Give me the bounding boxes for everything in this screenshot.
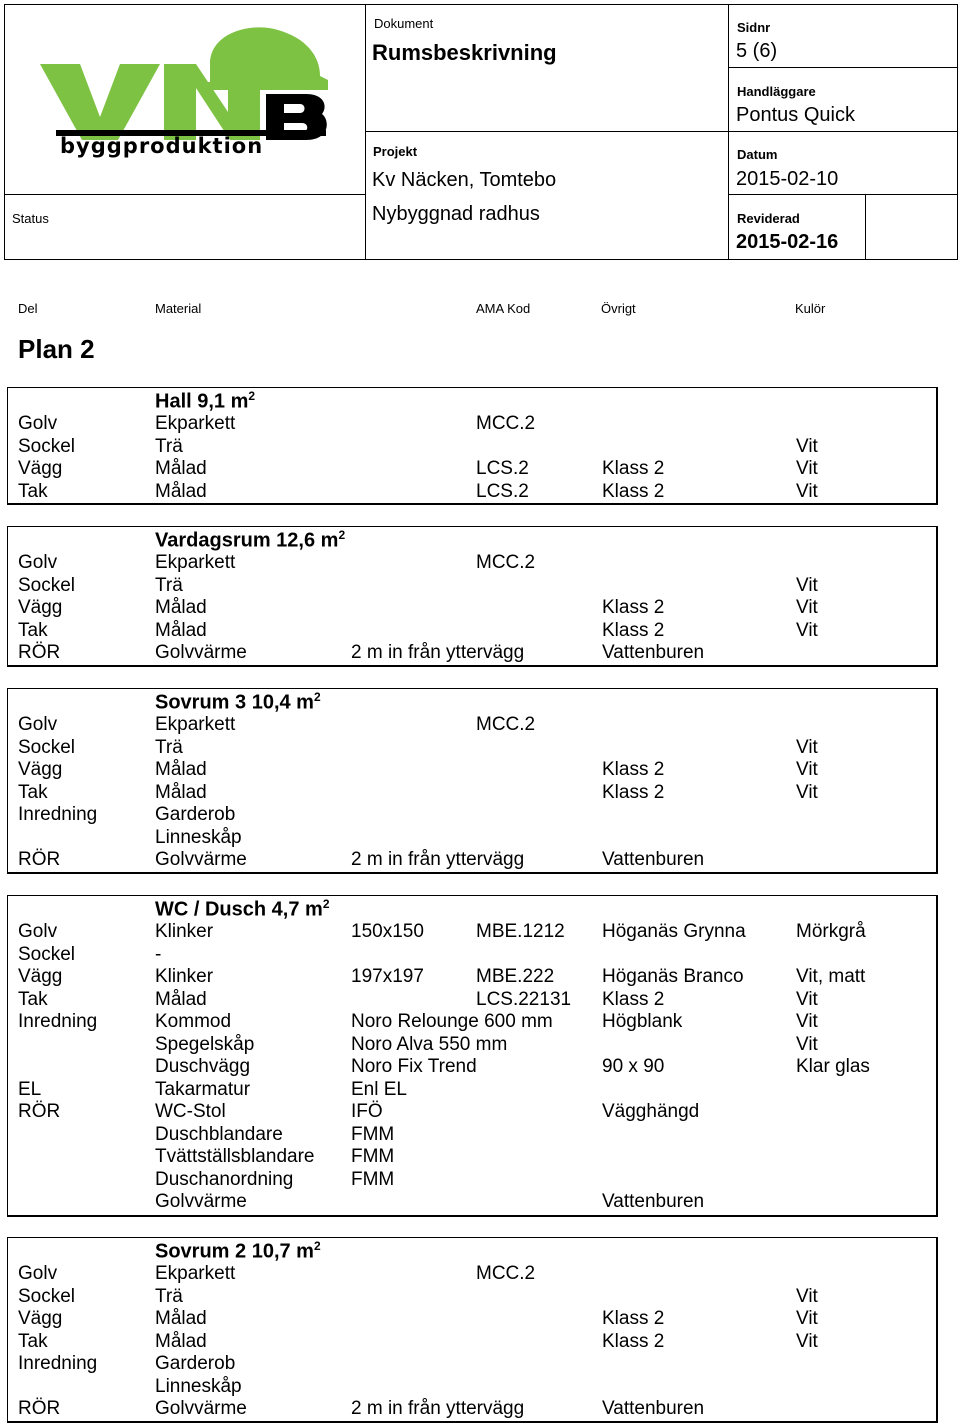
room-area-unit-exponent: 2 xyxy=(248,389,256,403)
plan-title: Plan 2 xyxy=(18,334,95,364)
cell-dim: IFÖ xyxy=(351,1101,383,1122)
cell-del: Tak xyxy=(18,480,48,502)
cell-kul: Vit xyxy=(796,458,818,479)
room-row xyxy=(8,1079,937,1101)
room-section xyxy=(7,688,938,874)
sidnr-value: 5 (6) xyxy=(736,40,778,62)
room-row xyxy=(8,1376,937,1398)
room-row xyxy=(8,620,937,642)
cell-del: Sockel xyxy=(18,1285,76,1307)
cell-dim: Noro Fix Trend xyxy=(351,1056,477,1077)
cell-ovr: Klass 2 xyxy=(602,597,665,618)
room-row xyxy=(8,944,937,966)
room-row xyxy=(8,1169,937,1191)
handlaggare-label: Handläggare xyxy=(737,84,816,99)
status-label: Status xyxy=(12,211,49,226)
cell-kul: Vit xyxy=(796,1033,818,1055)
room-row xyxy=(8,1146,937,1168)
dokument-label: Dokument xyxy=(374,16,434,31)
cell-kul: Vit xyxy=(796,988,818,1010)
cell-ovr: Vattenburen xyxy=(602,1398,705,1419)
cell-dim: Noro Relounge 600 mm xyxy=(351,1011,553,1032)
cell-del: Golv xyxy=(18,714,58,735)
cell-mat: Trä xyxy=(155,574,183,596)
cell-kul: Klar glas xyxy=(796,1056,870,1077)
cell-mat: Målad xyxy=(155,597,207,618)
room-row xyxy=(8,1286,937,1308)
cell-kul: Vit xyxy=(796,1330,818,1352)
cell-mat: Duschanordning xyxy=(155,1168,294,1190)
cell-mat: Golvvärme xyxy=(155,1398,247,1419)
room-row xyxy=(8,1263,937,1285)
room-row xyxy=(8,1331,937,1353)
room-row xyxy=(8,552,937,574)
cell-mat: Ekparkett xyxy=(155,1263,236,1284)
cell-ovr: Höganäs Branco xyxy=(602,966,744,987)
cell-ama: MBE.222 xyxy=(476,966,555,987)
cell-dim: Enl EL xyxy=(351,1078,407,1100)
cell-kul: Vit xyxy=(796,619,818,641)
room-row xyxy=(8,1056,937,1078)
cell-ovr: Klass 2 xyxy=(602,619,665,641)
cell-del: Sockel xyxy=(18,574,76,596)
cell-mat: Ekparkett xyxy=(155,413,236,434)
cell-mat: Målad xyxy=(155,988,207,1010)
cell-mat: Målad xyxy=(155,1308,207,1329)
cell-mat: Klinker xyxy=(155,966,214,987)
room-section xyxy=(7,526,938,667)
cell-kul: Vit xyxy=(796,781,818,803)
cell-ovr: Klass 2 xyxy=(602,1308,665,1329)
cell-mat: Linneskåp xyxy=(155,1375,242,1397)
column-header-ama: AMA Kod xyxy=(476,301,531,316)
projekt-line-1: Kv Näcken, Tomtebo xyxy=(372,169,557,191)
cell-del: Golv xyxy=(18,1263,58,1284)
room-area-unit-exponent: 2 xyxy=(313,1239,321,1253)
cell-mat: Målad xyxy=(155,619,207,641)
cell-mat: Duschblandare xyxy=(155,1123,283,1145)
cell-kul: Vit xyxy=(796,435,818,457)
room-name: Hall 9,1 m xyxy=(155,390,249,413)
column-header-kulor: Kulör xyxy=(795,301,826,316)
cell-dim: FMM xyxy=(351,1123,395,1145)
column-header-ovrigt: Övrigt xyxy=(601,301,636,316)
cell-dim: 150x150 xyxy=(351,921,424,942)
cell-ama: LCS.2 xyxy=(476,480,529,502)
header-border-left xyxy=(4,4,5,260)
cell-kul: Mörkgrå xyxy=(796,921,866,942)
room-row xyxy=(8,1011,937,1033)
dokument-value: Rumsbeskrivning xyxy=(372,40,557,65)
room-title xyxy=(155,389,255,414)
cell-dim: Noro Alva 550 mm xyxy=(351,1033,508,1055)
datum-label: Datum xyxy=(737,147,778,162)
header-border-bottom xyxy=(4,259,958,260)
cell-ovr: Högblank xyxy=(602,1011,683,1032)
header-border-top xyxy=(4,4,958,5)
cell-mat: Trä xyxy=(155,435,183,457)
cell-mat: Garderob xyxy=(155,804,236,825)
cell-dim: FMM xyxy=(351,1146,395,1167)
cell-kul: Vit xyxy=(796,736,818,758)
cell-ovr: 90 x 90 xyxy=(602,1056,665,1077)
room-section xyxy=(7,387,938,505)
room-row xyxy=(8,737,937,759)
cell-dim: 2 m in från yttervägg xyxy=(351,849,525,870)
room-row xyxy=(8,1353,937,1375)
cell-mat: Målad xyxy=(155,781,207,803)
column-header-del: Del xyxy=(18,301,38,316)
header-divider-1 xyxy=(365,4,366,260)
cell-ovr: Vägghängd xyxy=(602,1101,700,1122)
cell-mat: WC-Stol xyxy=(155,1101,226,1122)
room-row xyxy=(8,714,937,736)
room-row xyxy=(8,966,937,988)
room-row xyxy=(8,989,937,1011)
room-row xyxy=(8,413,937,435)
cell-ama: MCC.2 xyxy=(476,413,536,434)
cell-dim: 197x197 xyxy=(351,966,424,987)
cell-ovr: Klass 2 xyxy=(602,988,665,1010)
cell-del: Tak xyxy=(18,619,48,641)
room-row xyxy=(8,804,937,826)
header-divider-3 xyxy=(865,194,866,260)
cell-ovr: Vattenburen xyxy=(602,642,705,663)
room-name: WC / Dusch 4,7 m xyxy=(155,898,323,921)
company-logo xyxy=(38,22,328,162)
cell-del: Sockel xyxy=(18,943,76,965)
projekt-line-2: Nybyggnad radhus xyxy=(372,203,540,225)
cell-kul: Vit xyxy=(796,574,818,596)
cell-kul: Vit xyxy=(796,1308,818,1329)
cell-ama: MCC.2 xyxy=(476,552,536,573)
cell-kul: Vit xyxy=(796,1011,818,1032)
cell-del: Inredning xyxy=(18,1011,98,1032)
cell-ama: LCS.2 xyxy=(476,458,529,479)
room-area-unit-exponent: 2 xyxy=(338,528,346,542)
cell-ovr: Vattenburen xyxy=(602,849,705,870)
room-row xyxy=(8,782,937,804)
room-row xyxy=(8,1034,937,1056)
room-title xyxy=(155,1239,321,1264)
cell-ama: LCS.22131 xyxy=(476,988,572,1010)
cell-mat: Klinker xyxy=(155,921,214,942)
header-divider-2 xyxy=(728,4,729,260)
cell-dim: FMM xyxy=(351,1168,395,1190)
cell-mat: Takarmatur xyxy=(155,1078,251,1100)
cell-del: RÖR xyxy=(18,849,61,870)
cell-mat: Tvättställsblandare xyxy=(155,1146,315,1167)
cell-mat: Målad xyxy=(155,759,207,780)
cell-dim: 2 m in från yttervägg xyxy=(351,1398,525,1419)
room-name: Sovrum 2 10,7 m xyxy=(155,1240,314,1263)
cell-kul: Vit xyxy=(796,759,818,780)
cell-mat: Målad xyxy=(155,1330,207,1352)
cell-mat: Ekparkett xyxy=(155,552,236,573)
cell-mat: Golvvärme xyxy=(155,849,247,870)
cell-del: Vägg xyxy=(18,1308,63,1329)
cell-ama: MCC.2 xyxy=(476,714,536,735)
cell-mat: - xyxy=(155,943,162,965)
cell-mat: Spegelskåp xyxy=(155,1033,255,1055)
cell-kul: Vit xyxy=(796,1285,818,1307)
cell-del: Sockel xyxy=(18,736,76,758)
cell-mat: Målad xyxy=(155,458,207,479)
room-row xyxy=(8,436,937,458)
cell-mat: Golvvärme xyxy=(155,1191,247,1212)
cell-mat: Duschvägg xyxy=(155,1056,251,1077)
cell-del: Vägg xyxy=(18,458,63,479)
cell-del: Golv xyxy=(18,921,58,942)
room-name: Sovrum 3 10,4 m xyxy=(155,691,314,714)
cell-del: Tak xyxy=(18,1330,48,1352)
cell-del: Inredning xyxy=(18,804,98,825)
room-area-unit-exponent: 2 xyxy=(313,690,321,704)
cell-del: RÖR xyxy=(18,642,61,663)
sidnr-label: Sidnr xyxy=(737,20,771,35)
room-title xyxy=(155,528,345,553)
cell-ovr: Höganäs Grynna xyxy=(602,921,746,942)
cell-del: Inredning xyxy=(18,1353,98,1374)
room-row xyxy=(8,1101,937,1123)
room-row xyxy=(8,827,937,849)
room-section xyxy=(7,895,938,1217)
cell-del: Golv xyxy=(18,413,58,434)
room-row xyxy=(8,597,937,619)
cell-mat: Golvvärme xyxy=(155,642,247,663)
cell-mat: Trä xyxy=(155,736,183,758)
room-row xyxy=(8,481,937,503)
reviderad-value: 2015-02-16 xyxy=(736,231,839,253)
room-row xyxy=(8,921,937,943)
room-row xyxy=(8,1398,937,1420)
handlaggare-value: Pontus Quick xyxy=(736,104,855,126)
cell-ovr: Vattenburen xyxy=(602,1191,705,1212)
column-header-material: Material xyxy=(155,301,202,316)
document-header xyxy=(4,4,958,260)
cell-del: Tak xyxy=(18,988,48,1010)
room-name: Vardagsrum 12,6 m xyxy=(155,529,339,552)
cell-ovr: Klass 2 xyxy=(602,759,665,780)
cell-kul: Vit xyxy=(796,597,818,618)
room-title xyxy=(155,690,321,715)
cell-del: RÖR xyxy=(18,1101,61,1122)
cell-ama: MCC.2 xyxy=(476,1263,536,1284)
logo-subtext: byggproduktion xyxy=(60,134,264,158)
room-row xyxy=(8,1191,937,1213)
cell-mat: Linneskåp xyxy=(155,826,242,848)
cell-ama: MBE.1212 xyxy=(476,921,565,942)
room-section xyxy=(7,1237,938,1423)
room-row xyxy=(8,759,937,781)
room-row xyxy=(8,642,937,664)
cell-kul: Vit, matt xyxy=(796,966,866,987)
cell-del: EL xyxy=(18,1078,42,1100)
cell-dim: 2 m in från yttervägg xyxy=(351,642,525,663)
cell-del: Golv xyxy=(18,552,58,573)
room-row xyxy=(8,1308,937,1330)
cell-del: Vägg xyxy=(18,966,63,987)
room-row xyxy=(8,1124,937,1146)
cell-del: Sockel xyxy=(18,435,76,457)
cell-ovr: Klass 2 xyxy=(602,781,665,803)
cell-mat: Trä xyxy=(155,1285,183,1307)
cell-mat: Målad xyxy=(155,480,207,502)
cell-del: Vägg xyxy=(18,597,63,618)
datum-value: 2015-02-10 xyxy=(736,168,839,190)
cell-del: RÖR xyxy=(18,1398,61,1419)
header-border-right xyxy=(957,4,958,260)
room-area-unit-exponent: 2 xyxy=(322,897,330,911)
cell-mat: Kommod xyxy=(155,1011,232,1032)
room-title xyxy=(155,897,330,922)
cell-mat: Garderob xyxy=(155,1353,236,1374)
header-rule-3 xyxy=(4,194,365,195)
cell-del: Vägg xyxy=(18,759,63,780)
reviderad-label: Reviderad xyxy=(737,211,800,226)
header-rule-4 xyxy=(728,194,958,195)
room-row xyxy=(8,849,937,871)
cell-ovr: Klass 2 xyxy=(602,480,665,502)
header-rule-2 xyxy=(365,131,958,132)
room-row xyxy=(8,575,937,597)
cell-del: Tak xyxy=(18,781,48,803)
cell-ovr: Klass 2 xyxy=(602,1330,665,1352)
cell-kul: Vit xyxy=(796,480,818,502)
projekt-label: Projekt xyxy=(373,144,418,159)
room-row xyxy=(8,458,937,480)
cell-ovr: Klass 2 xyxy=(602,458,665,479)
cell-mat: Ekparkett xyxy=(155,714,236,735)
header-rule-1 xyxy=(728,67,958,68)
